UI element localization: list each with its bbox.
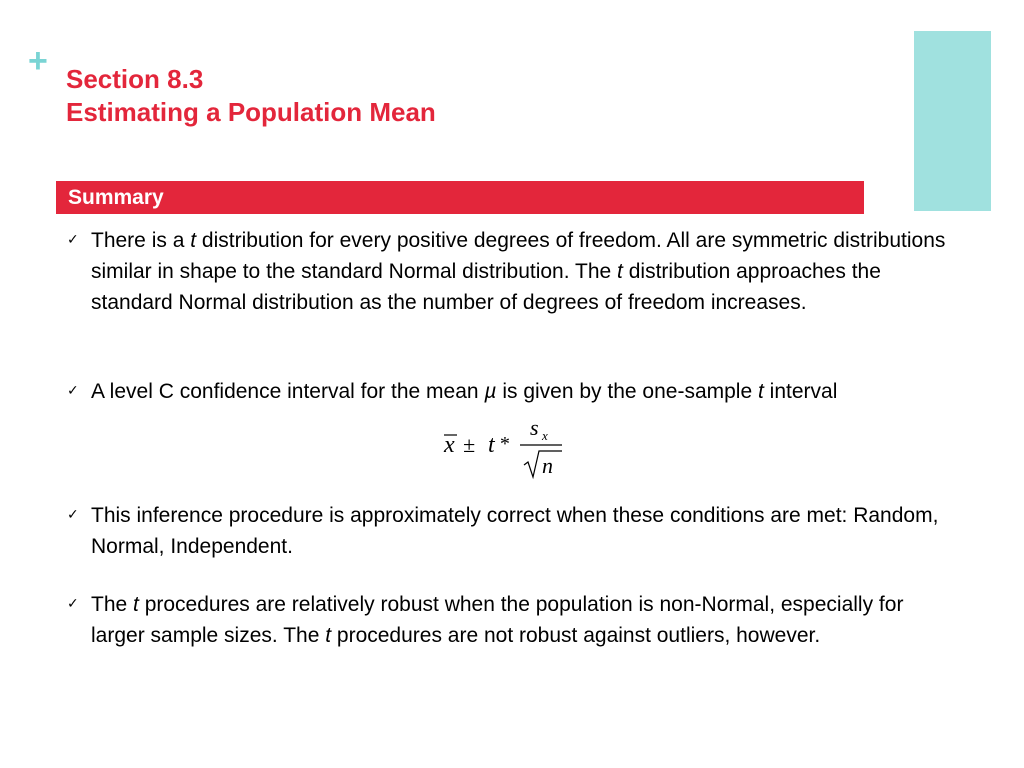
summary-banner: [56, 181, 864, 214]
check-icon: ✓: [67, 383, 79, 399]
formula-t: t: [488, 432, 495, 458]
formula-s: s: [530, 415, 539, 440]
bullet-item: [67, 376, 947, 407]
confidence-interval-formula: [436, 413, 586, 483]
bullet-text: [91, 500, 947, 562]
title-line-2: Estimating a Population Mean: [66, 97, 436, 127]
formula-n: n: [542, 453, 553, 478]
bullet-text-part: This inference procedure is approximately correct when these conditions are met: Random, Normal, Independent.: [91, 504, 939, 558]
bullet-item: [67, 589, 947, 651]
bullet-text-part: There is a: [91, 229, 191, 252]
check-icon: ✓: [67, 232, 79, 248]
bullet-text-part: distribution approaches the standard Normal distribution as the number of degrees of freedom increases.: [91, 260, 881, 314]
bullet-item: [67, 500, 947, 562]
bullet-text-part: procedures are not robust against outliers, however.: [331, 624, 821, 647]
italic-mu: µ: [484, 380, 497, 403]
slide-title: [66, 63, 436, 129]
bullet-text: [91, 589, 941, 651]
check-icon: ✓: [67, 596, 79, 612]
italic-t: t: [617, 260, 623, 283]
plus-icon: +: [28, 42, 48, 80]
formula-s-subscript: x: [542, 428, 548, 443]
bullet-text-part: The: [91, 593, 134, 616]
title-line-1: Section 8.3: [66, 64, 204, 94]
italic-t: t: [190, 229, 197, 252]
bullet-text-part: procedures are relatively robust when the population is non-Normal, especially for larger sample sizes. The: [91, 593, 904, 647]
bullet-item: [67, 225, 947, 318]
bullet-text-part: A level C confidence interval for the mean: [91, 380, 485, 403]
formula-xbar: x: [444, 432, 455, 458]
italic-t: t: [757, 380, 764, 403]
bullet-text-part: distribution for every positive degrees of freedom. All are symmetric distributions similar in shape to the standard Normal distribution. The: [91, 229, 946, 283]
decorative-block: [914, 31, 991, 211]
bullet-text: [91, 376, 941, 407]
italic-t: t: [325, 624, 332, 647]
formula-plus-minus: ±: [463, 432, 476, 457]
summary-label: Summary: [68, 186, 164, 209]
check-icon: ✓: [67, 507, 79, 523]
formula-star: *: [499, 433, 509, 455]
bullet-text: [91, 225, 947, 318]
bullet-text-part: is given by the one-sample: [496, 380, 758, 403]
bullet-text-part: interval: [763, 380, 838, 403]
italic-t: t: [133, 593, 139, 616]
